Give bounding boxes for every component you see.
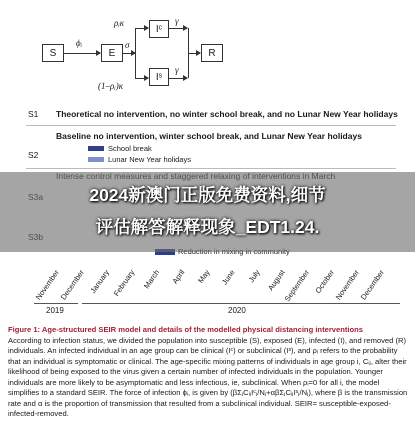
s2-title: Baseline no intervention, winter school break, and Lunar New Year holidays (56, 131, 362, 141)
banner-line-1: 2024新澳门正版免费资料,细节 (89, 185, 326, 205)
caption-title: Figure 1: Age-structured SEIR model and details of the modelled physical distancing interventions (8, 325, 363, 334)
s1-row-label: S1 (28, 109, 39, 119)
is-label: Iˢ (155, 71, 163, 83)
month-label: November (334, 268, 362, 302)
caption-body: According to infection status, we divided the population into susceptible (S), exposed (E), infected (I), and removed (R) individuals. An infected individual in an age group can be clinical (Iᶜ) or subclinical (Iˢ), and ρᵢ refers to the probability that an individual is symptomatic or clinical. The age-specific mixing patterns of individuals in age group i, Cᵢⱼ, alter their likelihood of being exposed to the virus given a certain number of infected individuals in the population. Younger individuals are more likely to be asymptomatic and less infectious, ie, subclinical. When ρᵢ=0 for all i, the model simplifies to a standard SEIR. The force of infection ϕᵢ, is given by (βΣⱼCᵢⱼIᶜⱼ/Nⱼ+αβΣⱼCᵢⱼIˢⱼ/Nⱼ), where β is the transmission rate and α is the proportion of transmission that resulted from a subclinical individual. SEIR= susceptible-exposed-infected-removed. (8, 335, 408, 418)
gamma-top-label: γ (175, 16, 179, 26)
split-line (135, 28, 136, 78)
month-label: February (111, 268, 137, 298)
ic-to-r-line (169, 28, 187, 29)
month-label: December (59, 268, 87, 302)
ic-box (149, 20, 169, 38)
r-box (201, 44, 223, 62)
school-break-swatch (88, 146, 104, 151)
is-to-r-line (169, 78, 187, 79)
year-2020: 2020 (228, 306, 246, 315)
lunar-label: Lunar New Year holidays (108, 155, 191, 164)
month-label: March (142, 268, 162, 291)
month-label: June (219, 268, 237, 287)
prob-clinical-label: ρᵢκ (114, 18, 125, 28)
month-label: December (359, 268, 387, 302)
year-bracket-2020 (82, 303, 400, 304)
e-box (101, 44, 123, 62)
figure-caption (8, 325, 408, 420)
phi-label: ϕᵢ (76, 38, 83, 48)
to-ic-arrow (135, 28, 148, 29)
month-label: November (34, 268, 62, 302)
month-label: April (170, 268, 187, 286)
month-label: May (195, 268, 212, 285)
school-break-label: School break (108, 144, 152, 153)
month-label: July (246, 268, 262, 285)
sigma-label: σ (125, 40, 130, 50)
is-box (149, 68, 169, 86)
month-label: August (265, 268, 287, 293)
s-label: S (49, 47, 57, 59)
banner-line-2: 评估解答解释现象_EDT1.24. (95, 217, 320, 237)
month-label: September (282, 268, 312, 304)
s-to-e-arrow (64, 53, 100, 54)
s2-row-label: S2 (28, 150, 39, 160)
e-label: E (108, 47, 116, 59)
overlay-banner (0, 172, 415, 252)
year-2019: 2019 (46, 306, 64, 315)
to-is-arrow (135, 78, 148, 79)
s1-title: Theoretical no intervention, no winter school break, and no Lunar New Year holidays (56, 109, 398, 119)
gamma-bottom-label: γ (175, 65, 179, 75)
prob-sub-label: (1–ρᵢ)κ (98, 81, 124, 91)
to-r-arrow (188, 53, 200, 54)
month-label: October (313, 268, 337, 296)
separator-2 (26, 168, 396, 169)
separator-1 (26, 125, 396, 126)
month-label: January (88, 268, 112, 296)
ic-label: Iᶜ (155, 23, 163, 35)
r-label: R (208, 47, 216, 59)
e-to-split-arrow (123, 53, 135, 54)
s-box (42, 44, 64, 62)
year-bracket-2019 (34, 303, 78, 304)
lunar-swatch (88, 157, 104, 162)
